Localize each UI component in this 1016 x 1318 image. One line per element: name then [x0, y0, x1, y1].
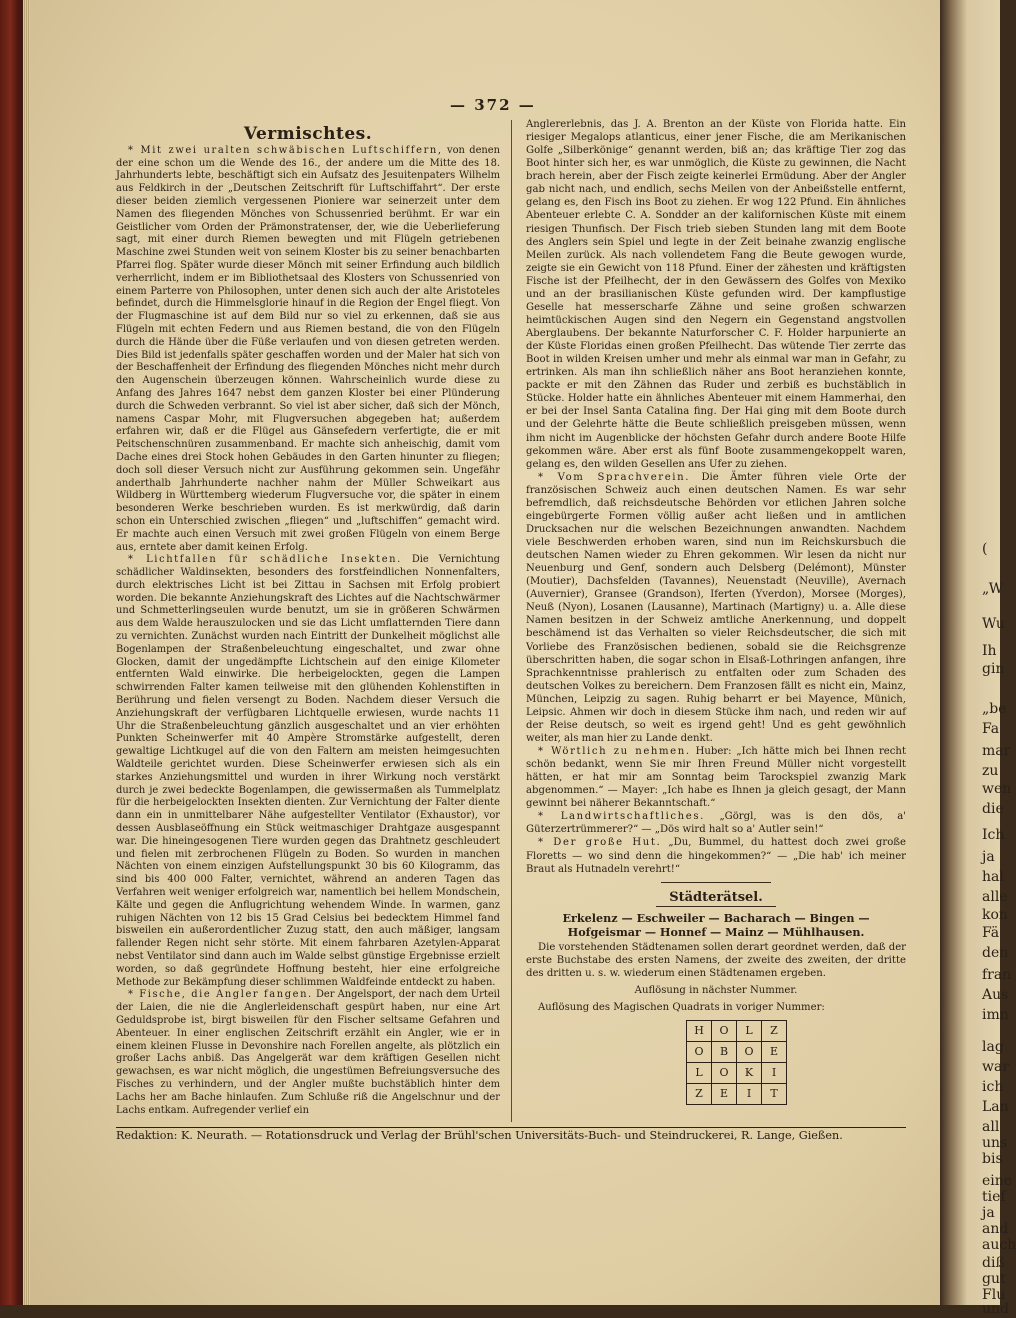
article-lead: * Landwirtschaftliches. — [538, 811, 705, 823]
next-page-fragment: Ich — [982, 827, 1005, 843]
article-text: „Görgl, was is den dös, a' Güterzertrümmerer?“ — „Dös wird halt so a' Autler sein!“ — [526, 811, 906, 836]
next-page-fragment: Fa — [982, 721, 1000, 737]
next-page-fragment: ja — [982, 1205, 995, 1221]
square-cell: L — [737, 1021, 762, 1042]
article — [116, 989, 500, 1117]
article-text: Die Vernichtung schädlicher Waldinsekten, besonders des forstfeindlichen Nonnenfalters, durch elektrisches Licht ist bei Zittau in Sachsen mit Erfolg probiert worden. Die bekannte Anziehungskraft des Lichtes auf die Nachtschwärmer und Schmetterlingseulen wurde benutzt, um sie in größeren Schwärmen aus dem Walde herauszulocken und sie das Licht umflatternden Tiere dann zu vernichten. Zunächst wurden nach Eintritt der Dunkelheit möglichst alle Bogenlampen der Straßenbeleuchtung eingeschaltet, und zwar ohne Glocken, damit der ungedämpfte Lichtschein auf den einige Kilometer entfernten Wald einwirke. Die herbeigelockten, gegen die Lampen schwirrenden Falter kamen teilweise mit den glühenden Kohlenstiften in Berührung und fielen versengt zu Boden. Nachdem dieser Versuch die Anziehungskraft der verfügbaren Lichtquelle erwiesen, wurde nachts 11 Uhr die Straßenbeleuchtung gänzlich ausgeschaltet und an vier erhöhten Punkten Scheinwerfer mit 40 Ampère Stromstärke aufgestellt, deren gewaltige Lichtkugel auf die von den Faltern am meisten heimgesuchten Waldteile gerichtet wurden. Diese Scheinwerfer erwiesen sich als ein starkes Anziehungsmittel und wurden in ihrer Wirkung noch verstärkt durch je zwei bedeckte Bogenlampen, die gewissermaßen als Tummelplatz für die herbeigelockten Insekten dienten. Zur Vernichtung der Falter diente dann ein in unmittelbarer Nähe aufgestellter Ventilator (Exhaustor), vor dessen Ausblaseöffnung ein Stück weitmaschiger Drahtgaze ausgespannt war. Die hineingesogenen Tiere wurden gegen das Drahtnetz geschleudert und fielen mit zerbrochenen Flügeln zu Boden. So wurden in manchen Nächten von einem einzigen Aufstellungspunkt 30 bis 60 Kilogramm, das sind bis 400 000 Falter, vernichtet, während an anderen Tagen das Verfahren weit weniger erfolgreich war, namentlich bei hellem Mondschein, Kälte und gegen die Anflugrichtung wehendem Winde. In warmen, ganz ruhigen Nächten von 12 bis 15 Grad Celsius bei bedecktem Himmel fand bisweilen ein außerordentlicher Zuzug statt, den auch mäßiger, langsam fallender Regen nicht sehr störte. Mit einem fahrbaren Azetylen-Apparat nebst Ventilator sind dann auch im Walde selbst günstige Ergebnisse erzielt worden, so daß gegründete Hoffnung besteht, hier eine erfolgreiche Methode zur Bekämpfung dieser schlimmen Waldfeinde entdeckt zu haben. — [116, 554, 500, 988]
next-page-fragment: kon — [982, 907, 1008, 923]
article-lead: * Fische, die Angler fangen. — [128, 989, 313, 1001]
previous-solution-label: Auflösung des Magischen Quadrats in voriger Nummer: — [538, 1001, 825, 1013]
next-page-fragment: tief — [982, 1189, 1006, 1205]
square-cell: O — [737, 1042, 762, 1063]
next-page-fragment: wen — [982, 781, 1012, 797]
next-page-fragment: die — [982, 801, 1004, 817]
square-cell: O — [712, 1063, 737, 1084]
page-number: — 372 — — [450, 96, 536, 114]
next-page-fragment: „W — [982, 581, 1004, 597]
next-page-fragment: fran — [982, 967, 1012, 983]
right-articles — [526, 471, 906, 876]
article-lead: * Der große Hut. — [538, 837, 662, 849]
next-page-fragment: zu — [982, 763, 999, 779]
page-edges — [23, 0, 30, 1305]
next-page-edge — [940, 0, 1016, 1317]
next-page-fragment: Ih — [982, 643, 997, 659]
article — [526, 810, 906, 836]
next-page-fragment: gin — [982, 661, 1005, 677]
square-row — [687, 1021, 787, 1042]
next-page-fragment: war — [982, 1059, 1010, 1075]
square-cell: O — [712, 1021, 737, 1042]
left-column — [116, 118, 500, 1117]
square-row — [687, 1042, 787, 1063]
next-page-fragment: all — [982, 1119, 1000, 1135]
next-page-fragment: „be — [982, 701, 1007, 717]
next-page-fragment: bis — [982, 1151, 1003, 1167]
puzzle-title-rule — [656, 906, 776, 907]
square-cell: E — [762, 1042, 787, 1063]
article-lead: * Vom Sprachverein. — [538, 471, 691, 483]
next-page-fragment: diß — [982, 1255, 1005, 1271]
next-page-fragment: den — [982, 945, 1009, 961]
article — [526, 836, 906, 875]
square-cell: E — [712, 1084, 737, 1105]
next-page-fragment: ( — [982, 541, 988, 557]
imprint-footer: Redaktion: K. Neurath. — Rotationsdruck und Verlag der Brühl'schen Universitäts-Buch- und Steindruckerei, R. Lange, Gießen. — [116, 1129, 843, 1142]
magic-square — [686, 1020, 787, 1105]
article-text: „Du, Bummel, du hattest doch zwei große Floretts — wo sind denn die hingekommen?“ — „Die hab' ich meiner Braut als Hutnadeln verehrt!“ — [526, 837, 906, 875]
puzzle-text: Die vorstehenden Städtenamen sollen derart geordnet werden, daß der erste Buchstabe des ersten Namens, der zweite des zweiten, der dritte des dritten u. s. w. wiederum einen Städtenamen ergeben. — [526, 941, 906, 979]
puzzle-title: Städterätsel. — [669, 889, 763, 905]
article-text: von denen der eine schon um die Wende des 16., der andere um die Mitte des 18. Jahrhunderts lebte, beschäftigt sich ein Aufsatz des Jesuitenpaters Wilhelm aus Feldkirch in der „Deutschen Zeitschrift für Luftschiffahrt“. Der erste dieser beiden ziemlich vergessenen Pioniere war seinerzeit unter dem Namen des fliegenden Mönches von Schussenried berühmt. Er war ein Geistlicher vom Orden der Prämonstratenser, der, wie die Ueberlieferung sagt, mit einer durch Riemen bewegten und mit Flügeln getriebenen Maschine zwei Stunden weit von seinem Kloster bis zu seiner benachbarten Pfarrei flog. Später wurde dieser Mönch mit seiner Erfindung auch bildlich verherrlicht, indem er im Bibliothetsaal des Klosters von Schussenried von einem Parterre von Philosophen, unter denen sich auch der alte Aristoteles befindet, durch die Himmelsglorie hinauf in die Region der Engel fliegt. Von der Flugmaschine ist auf dem Bild nur so viel zu erkennen, daß sie aus Flügeln mit echten Federn und aus Riemen bestand, die von den Flügeln durch die Hände über die Füße verlaufen und von diesen getreten werden. Dies Bild ist jedenfalls später geschaffen worden und der Maler hat sich von der Beschaffenheit der Erfindung des fliegenden Mönches nicht mehr durch den Augenschein überzeugen können. Wahrscheinlich wurde diese zu Anfang des Jahres 1647 nebst dem ganzen Kloster bei einer Plünderung durch die Schweden verbrannt. So viel ist aber sicher, daß sich der Mönch, namens Caspar Mohr, mit Flugversuchen abgegeben hat; außerdem erfahren wir, daß er die Flügel aus Gänsefedern verfertigte, die er mit Peitschenschnüren zusammenband. Er machte sich anheischig, damit vom Dache eines drei Stock hohen Gebäudes in den Garten hinunter zu fliegen; doch soll dieser Versuch nicht zur Ausführung gekommen sein. Ungefähr anderthalb Jahrhunderte nachher nahm der Müller Schweikart aus Wildberg in Württemberg wiederum Flugversuche vor, die später in einem besonderen Werke beschrieben wurden. Es ist merkwürdig, daß darin schon ein Unterschied zwischen „fliegen“ und „luftschiffen“ gemacht wird. Er machte auch einen Versuch mit zwei großen Flügeln von einem Berge aus, erntete aber damit keinen Erfolg. — [116, 144, 500, 553]
article-lead: * Mit zwei uralten schwäbischen Luftschiffern, — [128, 144, 443, 156]
section-heading: Vermischtes. — [243, 124, 373, 144]
next-page-fragment: ja — [982, 849, 995, 865]
square-cell: I — [762, 1063, 787, 1084]
article-lead: * Lichtfallen für schädliche Insekten. — [128, 554, 402, 566]
book-binding — [0, 0, 30, 1305]
square-cell: K — [737, 1063, 762, 1084]
separator-rule — [661, 882, 771, 883]
article — [526, 471, 906, 745]
square-cell: B — [712, 1042, 737, 1063]
square-cell: L — [687, 1063, 712, 1084]
square-row — [687, 1084, 787, 1105]
next-page-fragment: und — [982, 1301, 1009, 1317]
left-articles — [116, 145, 500, 1118]
next-page-fragment: auch — [982, 1237, 1016, 1253]
article-text: Der Angelsport, der nach dem Urteil der Laien, die nie die Anglerleidenschaft gespürt haben, nur eine Art Geduldsprobe ist, birgt bisweilen für den Fischer seltsame Gefahren und Abenteuer. In einer englischen Zeitschrift erzählt ein Angler, wie er in einem kleinen Flusse in Devonshire nach Forellen angelte, als plötzlich ein großer Lachs anbiß. Das Angelgerät war dem kräftigen Gesellen nicht gewachsen, es war nicht möglich, die ungestümen Befreiungsversuche des Fisches zu verhindern, und der Angler mußte buchstäblich hinter dem Lachs her am Bache hinlaufen. Zum Schluße riß die Angelschnur und der Lachs entkam. Aufregender verlief ein — [116, 989, 500, 1116]
puzzle-solution-note: Auflösung in nächster Nummer. — [634, 984, 798, 996]
next-page-fragment: hal — [982, 869, 1004, 885]
next-page-fragment: and — [982, 1221, 1009, 1237]
right-column — [526, 118, 906, 1105]
next-page-fragment: Fä — [982, 925, 1000, 941]
square-row — [687, 1063, 787, 1084]
next-page-fragment: alle — [982, 889, 1008, 905]
article — [526, 745, 906, 810]
next-page-fragment: Lan — [982, 1099, 1009, 1115]
puzzle-cities: Erkelenz — Eschweiler — Bacharach — Bingen — Hofgeismar — Honnef — Mainz — Mühlhausen. — [562, 910, 870, 939]
square-cell: Z — [762, 1021, 787, 1042]
next-page-fragment: lag — [982, 1039, 1004, 1055]
article-lead: * Wörtlich zu nehmen. — [538, 746, 691, 757]
footer-rule — [116, 1127, 906, 1128]
next-page-fragment: mar — [982, 743, 1011, 759]
square-cell: T — [762, 1084, 787, 1105]
square-cell: I — [737, 1084, 762, 1105]
square-cell: H — [687, 1021, 712, 1042]
article — [116, 145, 500, 555]
next-page-fragment: Flu — [982, 1287, 1006, 1303]
column-divider — [511, 120, 512, 1122]
next-page-fragment: imn — [982, 1007, 1009, 1023]
article-continuation: Anglererlebnis, das J. A. Brenton an der Küste von Florida hatte. Ein riesiger Megalops atlanticus, einer jener Fische, die am Merikanischen Golfe „Silberkönige“ genannt werden, biß an; das kräftige Tier zog das Boot hinter sich her, es war unmöglich, die Küste zu gewinnen, die Nacht brach herein, aber der Fisch zeigte keinerlei Ermüdung. Aber der Angler gab nicht nach, und endlich, sechs Meilen von der Anbeißstelle entfernt, gelang es, den Fisch ins Boot zu ziehen. Er wog 122 Pfund. Ein ähnliches Abenteuer erlebte C. A. Sondder an der kalifornischen Küste mit einem riesigen Thunfisch. Der Fisch trieb sieben Stunden lang mit dem Boote des Anglers sein Spiel und legte in der Zeit beinahe zwanzig englische Meilen zurück. Als nach vollendetem Fang die Beute gewogen wurde, zeigte sie ein Gewicht von 118 Pfund. Einer der zähesten und kräftigsten Fische ist der Pfeilhecht, der in den Gewässern des Golfes von Mexiko und an der brasilianischen Küste gefunden wird. Der kampflustige Geselle hat messerscharfe Zähne und seine großen schwarzen heimtückischen Augen sind den Negern ein Gegenstand angstvollen Aberglaubens. Der bekannte Naturforscher C. F. Holder harpunierte an der Küste Floridas einen großen Pfeilhecht. Das wütende Tier zerrte das Boot in wilden Kreisen umher und mehr als einmal war man in Gefahr, zu ertrinken. Als man ihn schließlich näher ans Boot heranziehen konnte, packte er mit den Zähnen das Ruder und zerbiß es buchstäblich in Stücke. Holder hatte ein ähnliches Abenteuer mit einem Hammerhai, den er bei der Insel Santa Catalina fing. Der Hai ging mit dem Boote durch und der Gelehrte hätte die Beute schließlich preisgeben müssen, wenn ihm nicht im Augenblicke der höchsten Gefahr durch andere Boote Hilfe gekommen wäre. Aber erst als fünf Boote zusammengekoppelt waren, gelang es, den wilden Gesellen ans Ufer zu ziehen. — [526, 119, 906, 470]
next-page-fragment: ich — [982, 1079, 1004, 1095]
next-page-fragment: Wu — [982, 616, 1005, 632]
square-cell: O — [687, 1042, 712, 1063]
next-page-fragment: eine — [982, 1173, 1013, 1189]
next-page-fragment: uns — [982, 1135, 1008, 1151]
square-cell: Z — [687, 1084, 712, 1105]
next-page-fragment: Aus — [982, 987, 1009, 1003]
article — [116, 554, 500, 989]
article-text: Huber: „Ich hätte mich bei Ihnen recht schön bedankt, wenn Sie mir Ihren Freund Müller nicht vorgestellt hätten, er hat mir am Sonntag beim Tarockspiel zwanzig Mark abgenommen.“ — Mayer: „Ich habe es Ihnen ja gleich gesagt, der Mann gewinnt bei näherer Bekanntschaft.“ — [526, 746, 906, 810]
article-text: Die Ämter führen viele Orte der französischen Schweiz auch einen deutschen Namen. Es war sehr befremdlich, daß reichsdeutsche Behörden vor etlichen Jahren solche eingebürgerte Formen völlig außer acht ließen und in amtlichen Drucksachen nur die welschen Bezeichnungen anwandten. Nachdem viele Beschwerden erhoben waren, sind nun im Reichskursbuch die deutschen Namen wieder zu Ehren gekommen. Wir lesen da nicht nur Neuenburg und Genf, sondern auch Delsberg (Delémont), Münster (Moutier), Dachsfelden (Tavannes), Neuenstadt (Neuville), Avernach (Auvernier), Gransee (Grandson), Iferten (Yverdon), Morsee (Morges), Neuß (Nyon), Losanen (Lausanne), Martinach (Martigny) u. a. Alle diese Namen besitzen in der Schweiz amtliche Anerkennung, und doppelt beschämend ist das Verhalten so vieler Reichsdeutscher, die sich mit Vorliebe des Französischen bedienen, sobald sie die Reichsgrenze überschritten haben, die sogar schon in Elsaß-Lothringen anfangen, ihre Sprachkenntnisse prahlerisch zu entfalten oder zum Schaden des deutschen Volkes zu bereichern. Dem Franzosen fällt es nicht ein, Mainz, München, Leipzig zu sagen. Ruhig beharrt er bei Mayence, Münich, Leipsic. Ahmen wir doch in diesem Stücke ihm nach, und reden wir auf der Reise deutsch, so weit es irgend geht! Und es geht gewöhnlich weiter, als man hier zu Lande denkt. — [526, 471, 906, 744]
next-page-fragment: gut — [982, 1271, 1006, 1287]
